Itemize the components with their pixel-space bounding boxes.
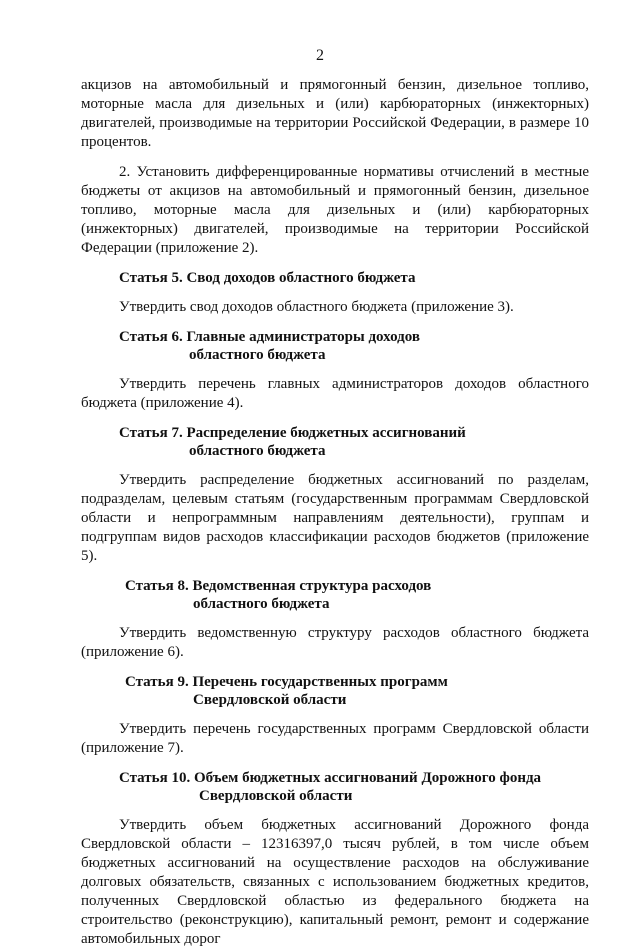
article-9-text: Утвердить перечень государственных программ Свердловской области (приложение 7). bbox=[81, 721, 589, 756]
document-body bbox=[81, 76, 589, 949]
paragraph-local-budget-norms: 2. Установить дифференцированные нормативы отчислений в местные бюджеты от акцизов на автомобильный и прямогонный бензин, дизельное топливо, моторные масла для дизельных и (или) карбюраторных (инжекторных) двигателей, производимые на территории Российской Федерации (приложение 2). bbox=[81, 164, 589, 256]
article-5-text: Утвердить свод доходов областного бюджета (приложение 3). bbox=[119, 299, 514, 315]
heading-line: Статья 7. Распределение бюджетных ассигнований bbox=[119, 425, 466, 441]
article-7-heading bbox=[81, 424, 589, 460]
article-8-heading bbox=[81, 577, 589, 613]
heading-line: областного бюджета bbox=[189, 347, 326, 363]
article-7-text: Утвердить распределение бюджетных ассигнований по разделам, подразделам, целевым статьям (государственным программам Свердловской области и непрограммным направлениям деятельности), группам и подгруппам видов расходов классификации расходов бюджетов (приложение 5). bbox=[81, 472, 589, 564]
heading-line: Свердловской области bbox=[199, 788, 353, 804]
heading-line: Статья 8. Ведомственная структура расходов bbox=[125, 578, 432, 594]
heading-line: Свердловской области bbox=[193, 692, 347, 708]
heading-line: областного бюджета bbox=[189, 443, 326, 459]
article-5-heading bbox=[81, 269, 589, 287]
article-8-text: Утвердить ведомственную структуру расходов областного бюджета (приложение 6). bbox=[81, 625, 589, 660]
heading-line: Статья 5. Свод доходов областного бюджета bbox=[119, 270, 416, 286]
paragraph-excise-continuation: акцизов на автомобильный и прямогонный бензин, дизельное топливо, моторные масла для дизельных и (или) карбюраторных (инжекторных) двигателей, производимые на территории Российской Федерации, в размере 10 процентов. bbox=[81, 77, 589, 150]
heading-line: Статья 9. Перечень государственных программ bbox=[125, 674, 448, 690]
article-10-text: Утвердить объем бюджетных ассигнований Дорожного фонда Свердловской области – 12316397,0 тысяч рублей, в том числе объем бюджетных ассигнований на осуществление расходов на обслуживание долговых обязательств, связанных с использованием бюджетных кредитов, полученных Свердловской областью из федерального бюджета на строительство (реконструкцию), капитальный ремонт, ремонт и содержание автомобильных дорог bbox=[81, 817, 589, 947]
page-number: 2 bbox=[316, 47, 324, 64]
article-6-heading bbox=[81, 328, 589, 364]
article-9-heading bbox=[81, 673, 589, 709]
article-6-text: Утвердить перечень главных администраторов доходов областного бюджета (приложение 4). bbox=[81, 376, 589, 411]
heading-line: областного бюджета bbox=[193, 596, 330, 612]
article-10-heading bbox=[81, 769, 589, 805]
heading-line: Статья 10. Объем бюджетных ассигнований Дорожного фонда bbox=[119, 770, 542, 786]
heading-line: Статья 6. Главные администраторы доходов bbox=[119, 329, 420, 345]
